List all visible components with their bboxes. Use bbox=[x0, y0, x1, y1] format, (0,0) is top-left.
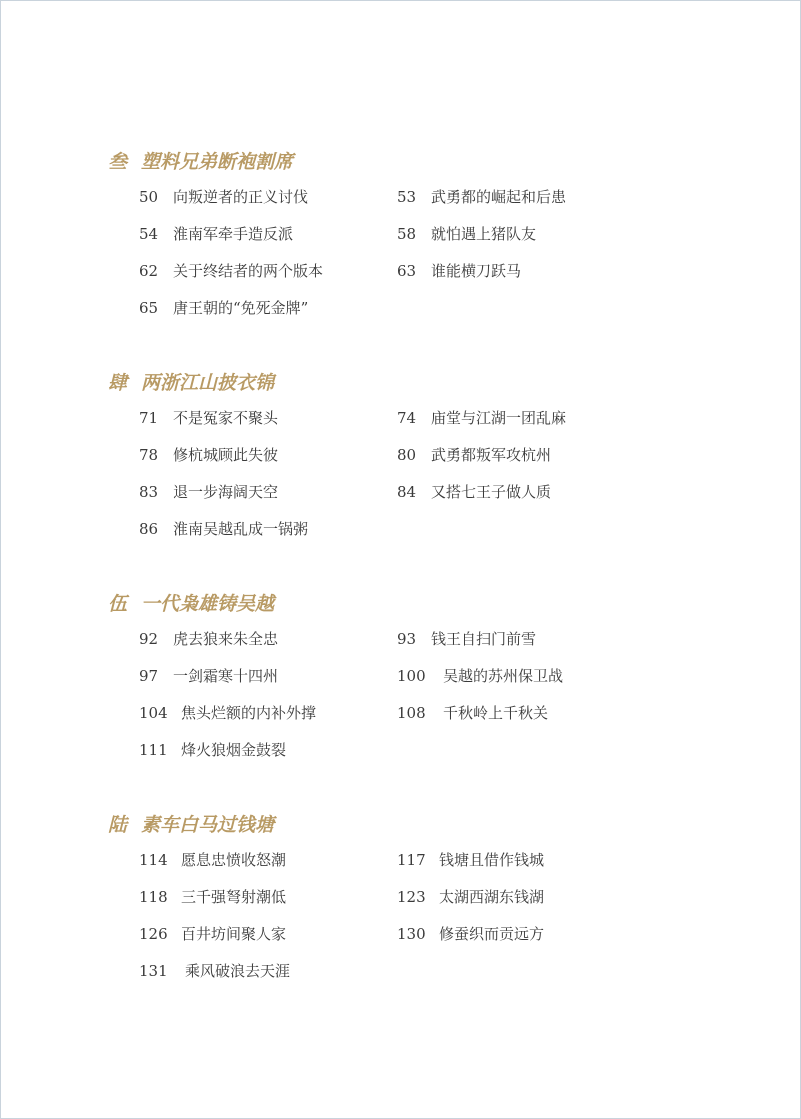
page-number: 108 bbox=[397, 704, 426, 722]
toc-entry[interactable] bbox=[397, 444, 551, 466]
toc-entry[interactable] bbox=[139, 481, 278, 503]
toc-entry[interactable] bbox=[139, 260, 323, 282]
toc-entry[interactable] bbox=[397, 481, 551, 503]
toc-entry[interactable] bbox=[139, 444, 278, 466]
entry-title: 钱王自扫门前雪 bbox=[431, 630, 537, 648]
page-number: 80 bbox=[397, 446, 417, 464]
section-number: 伍 bbox=[108, 593, 128, 615]
page-number: 126 bbox=[139, 925, 168, 943]
toc-entry[interactable] bbox=[397, 407, 566, 429]
page-number: 65 bbox=[139, 299, 159, 317]
entry-title: 吴越的苏州保卫战 bbox=[443, 667, 564, 685]
page-number: 100 bbox=[397, 667, 426, 685]
page-number: 83 bbox=[139, 483, 159, 501]
toc-entry[interactable] bbox=[139, 849, 286, 871]
entry-title: 太湖西湖东钱湖 bbox=[439, 888, 545, 906]
entry-title: 淮南吴越乱成一锅粥 bbox=[173, 520, 309, 538]
entry-title: 退一步海阔天空 bbox=[173, 483, 279, 501]
page-number: 118 bbox=[139, 888, 168, 906]
entry-title: 关于终结者的两个版本 bbox=[173, 262, 324, 280]
entry-title: 焦头烂额的内补外撑 bbox=[181, 704, 317, 722]
entry-title: 不是冤家不聚头 bbox=[173, 409, 279, 427]
entry-title: 又搭七王子做人质 bbox=[431, 483, 552, 501]
entry-title: 淮南军牵手造反派 bbox=[173, 225, 294, 243]
toc-entry[interactable] bbox=[139, 739, 286, 761]
toc-entry[interactable] bbox=[397, 923, 544, 945]
toc-entry[interactable] bbox=[139, 223, 293, 245]
entry-title: 钱塘且借作钱城 bbox=[439, 851, 545, 869]
entry-title: 庙堂与江湖一团乱麻 bbox=[431, 409, 567, 427]
toc-entry[interactable] bbox=[139, 186, 308, 208]
section-heading bbox=[108, 810, 274, 840]
toc-entry[interactable] bbox=[397, 223, 536, 245]
entry-title: 愿息忠愤收怒潮 bbox=[181, 851, 287, 869]
entry-title: 一剑霜寒十四州 bbox=[173, 667, 279, 685]
entry-title: 千秋岭上千秋关 bbox=[443, 704, 549, 722]
entry-title: 三千强弩射潮低 bbox=[181, 888, 287, 906]
page-number: 53 bbox=[397, 188, 417, 206]
section-number: 陆 bbox=[108, 814, 128, 836]
toc-entry[interactable] bbox=[139, 665, 278, 687]
toc-entry[interactable] bbox=[397, 260, 521, 282]
entry-title: 向叛逆者的正义讨伐 bbox=[173, 188, 309, 206]
section-title: 一代枭雄铸吴越 bbox=[141, 593, 275, 615]
section-number: 叁 bbox=[108, 151, 128, 173]
toc-entry[interactable] bbox=[139, 297, 308, 319]
section-title: 两浙江山披衣锦 bbox=[141, 372, 275, 394]
page-number: 74 bbox=[397, 409, 417, 427]
toc-entry[interactable] bbox=[139, 886, 286, 908]
entry-title: 武勇都的崛起和后患 bbox=[431, 188, 567, 206]
page-number: 114 bbox=[139, 851, 168, 869]
page-number: 86 bbox=[139, 520, 159, 538]
toc-entry[interactable] bbox=[397, 186, 566, 208]
toc-entry[interactable] bbox=[397, 665, 563, 687]
page-number: 63 bbox=[397, 262, 417, 280]
toc-entry[interactable] bbox=[139, 702, 316, 724]
toc-entry[interactable] bbox=[397, 702, 548, 724]
entry-title: 乘风破浪去天涯 bbox=[185, 962, 291, 980]
page-number: 58 bbox=[397, 225, 417, 243]
toc-entry[interactable] bbox=[139, 407, 278, 429]
entry-title: 谁能横刀跃马 bbox=[431, 262, 522, 280]
section-title: 素车白马过钱塘 bbox=[141, 814, 275, 836]
page-number: 131 bbox=[139, 962, 168, 980]
toc-entry[interactable] bbox=[139, 923, 286, 945]
page-number: 104 bbox=[139, 704, 168, 722]
page-number: 71 bbox=[139, 409, 159, 427]
toc-entry[interactable] bbox=[139, 628, 278, 650]
page-number: 92 bbox=[139, 630, 159, 648]
page-number: 62 bbox=[139, 262, 159, 280]
page-number: 97 bbox=[139, 667, 159, 685]
page-number: 123 bbox=[397, 888, 426, 906]
entry-title: 修杭城顾此失彼 bbox=[173, 446, 279, 464]
section-heading bbox=[108, 589, 274, 619]
page-number: 50 bbox=[139, 188, 159, 206]
page-number: 54 bbox=[139, 225, 159, 243]
toc-entry[interactable] bbox=[139, 518, 308, 540]
entry-title: 武勇都叛军攻杭州 bbox=[431, 446, 552, 464]
section-heading bbox=[108, 147, 293, 177]
page-number: 93 bbox=[397, 630, 417, 648]
entry-title: 唐王朝的“免死金牌” bbox=[173, 299, 309, 317]
toc-entry[interactable] bbox=[397, 886, 544, 908]
page-number: 117 bbox=[397, 851, 426, 869]
entry-title: 虎去狼来朱全忠 bbox=[173, 630, 279, 648]
page-number: 130 bbox=[397, 925, 426, 943]
entry-title: 修蚕织而贡远方 bbox=[439, 925, 545, 943]
toc-entry[interactable] bbox=[139, 960, 290, 982]
entry-title: 就怕遇上猪队友 bbox=[431, 225, 537, 243]
toc-entry[interactable] bbox=[397, 628, 536, 650]
toc-entry[interactable] bbox=[397, 849, 544, 871]
page-number: 111 bbox=[139, 741, 168, 759]
section-title: 塑料兄弟断袍割席 bbox=[141, 151, 294, 173]
page-number: 84 bbox=[397, 483, 417, 501]
section-number: 肆 bbox=[108, 372, 128, 394]
entry-title: 烽火狼烟金鼓裂 bbox=[181, 741, 287, 759]
entry-title: 百井坊间聚人家 bbox=[181, 925, 287, 943]
page-number: 78 bbox=[139, 446, 159, 464]
section-heading bbox=[108, 368, 274, 398]
